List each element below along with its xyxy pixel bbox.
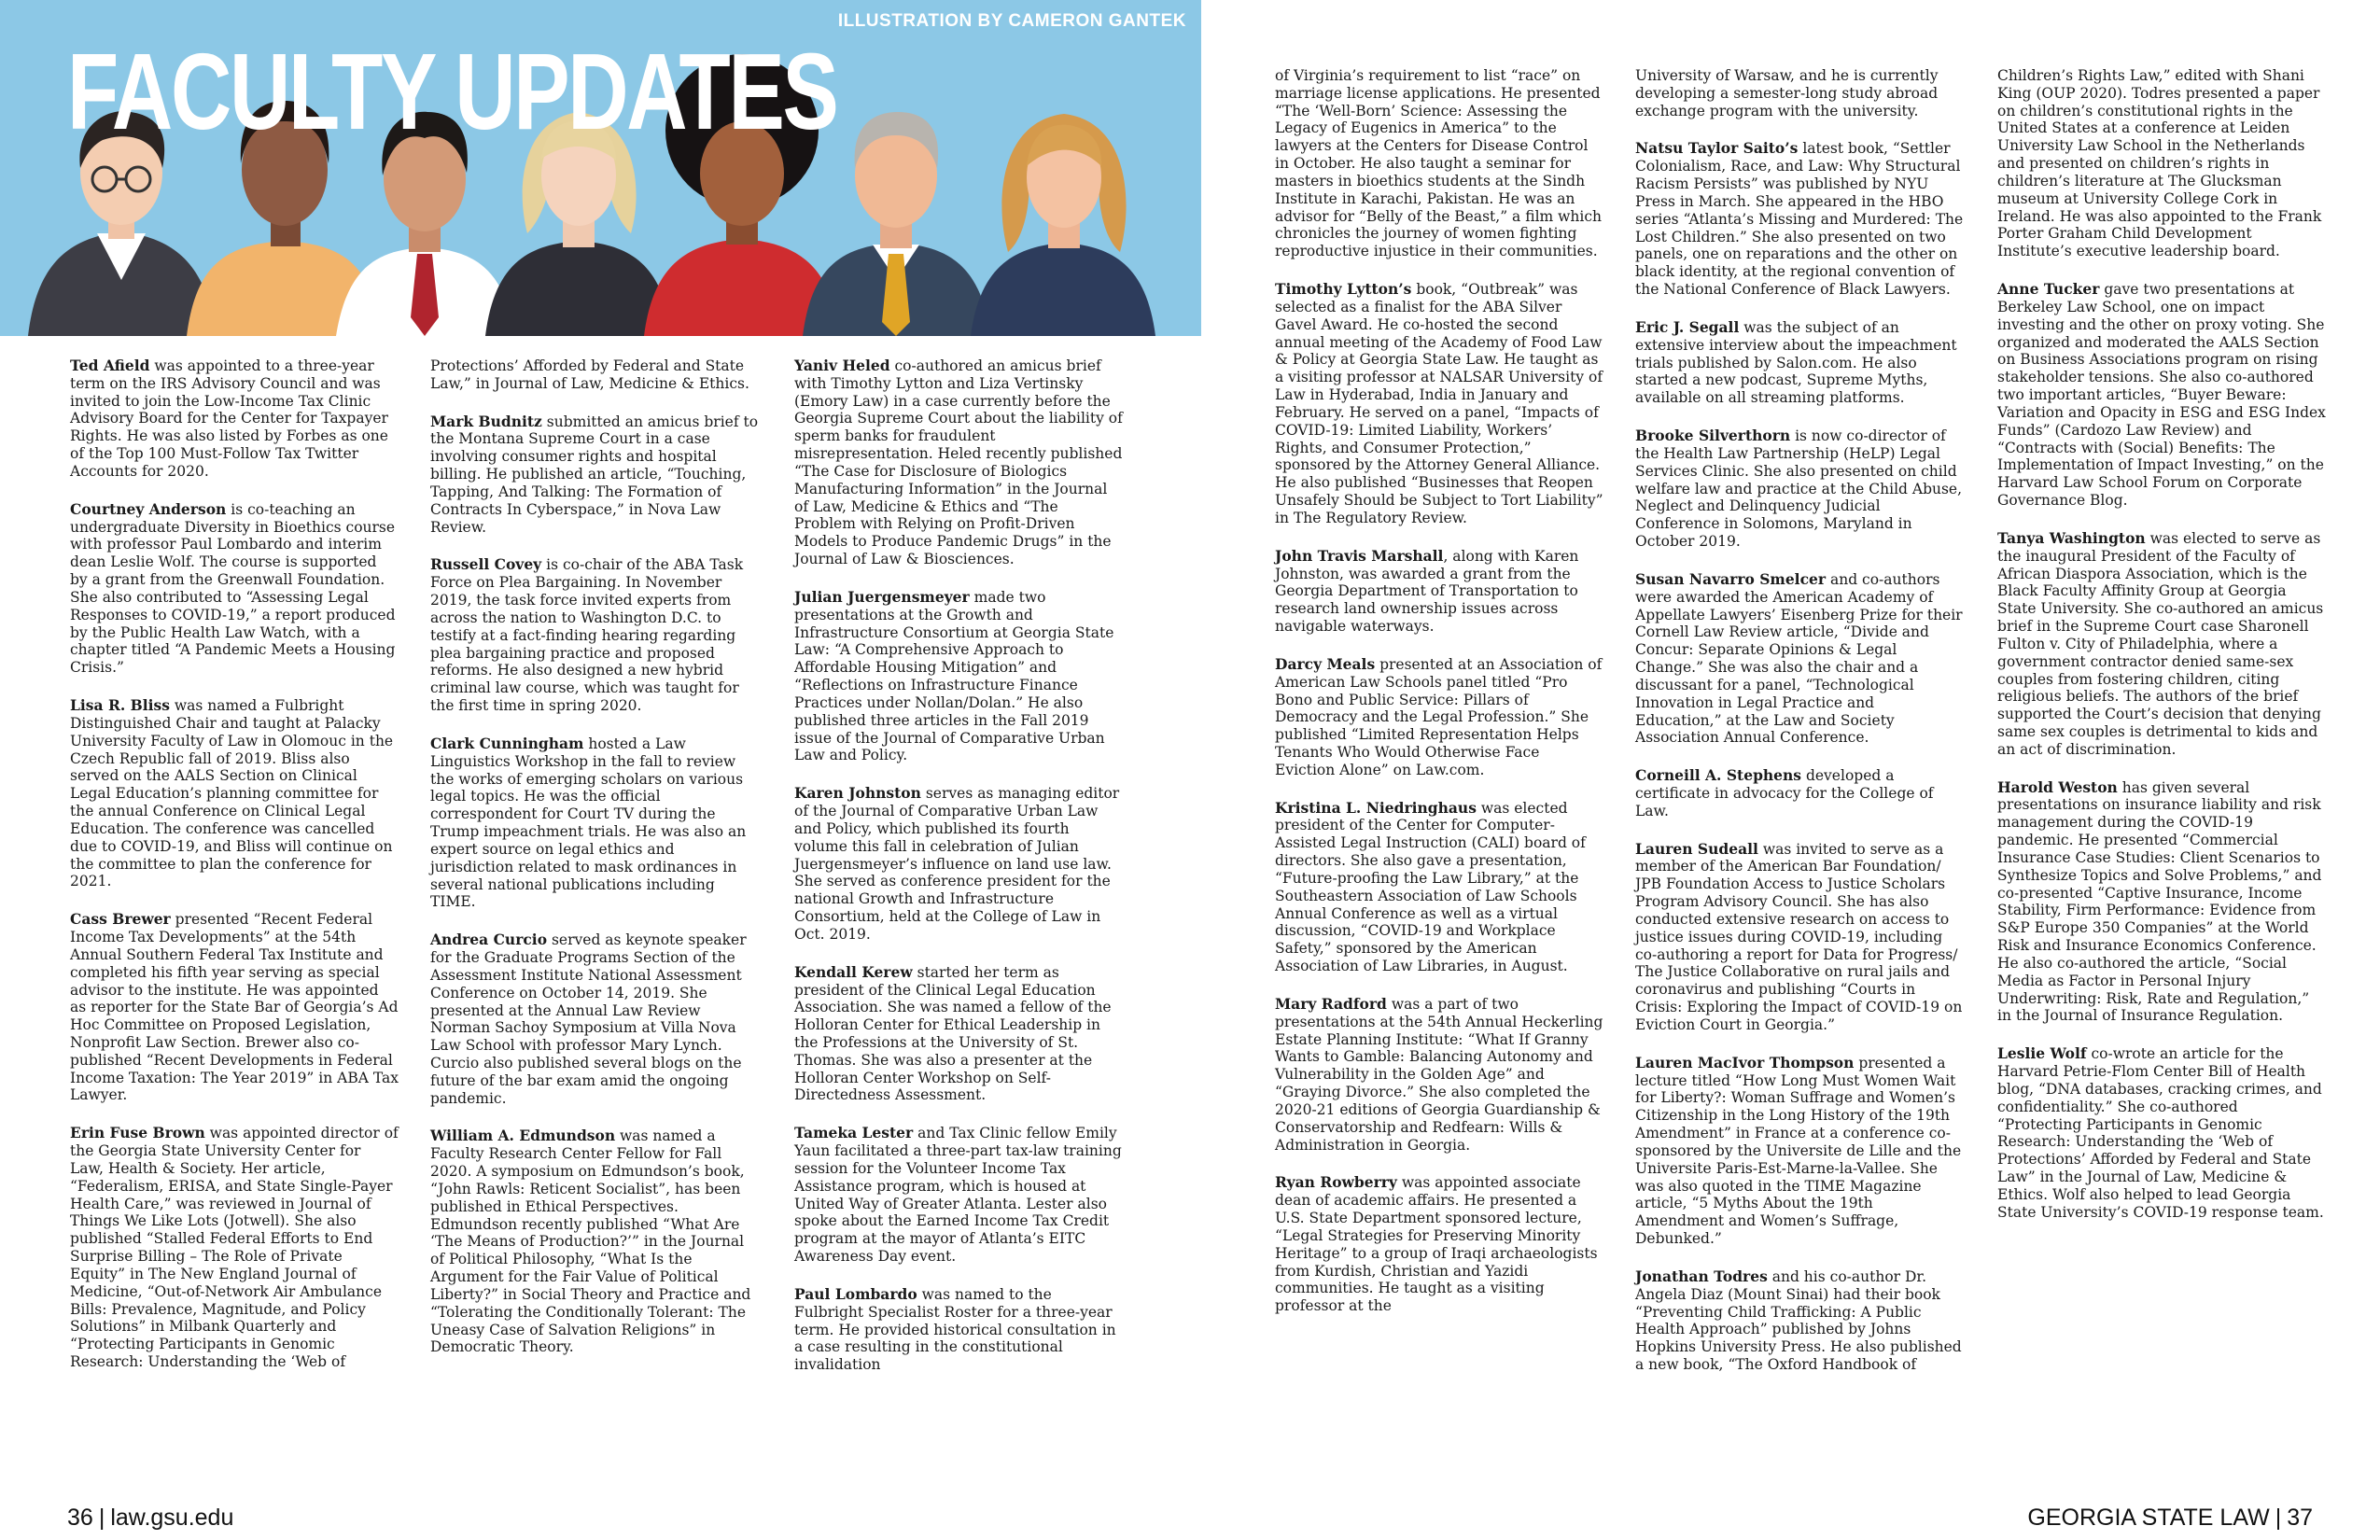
faculty-update-text: hosted a Law Linguistics Workshop in the fall to review the works of emerging scholars on various legal topics. He was the official correspondent for Court TV during the Trump impeachment trials. He was also an expert source on legal ethics and jurisdiction related to mask ordinances in several national publications including TIME. bbox=[430, 735, 747, 911]
faculty-entry bbox=[430, 357, 759, 393]
faculty-name: Ryan Rowberry bbox=[1275, 1173, 1397, 1192]
faculty-name: Anne Tucker bbox=[1997, 280, 2100, 299]
faculty-update-text: was named a Faculty Research Center Fellow for Fall 2020. A symposium on Edmundson’s book, “John Rawls: Reticent Socialist”, has been published in Ethical Perspectives. Edmundson recently published “What Are ‘The Means of Production?’” in the Journal of Political Philosophy, “What Is the Argument for the Fair Value of Political Liberty?” in Social Theory and Practice and “Tolerating the Conditionally Tolerant: The Uneasy Case of Salvation Religions” in Democratic Theory. bbox=[430, 1127, 751, 1356]
faculty-update-text: started her term as president of the Clinical Legal Education Association. She was named a fellow of the Holloran Center for Ethical Leadership in the Professions at the University of St. Thomas. She was also a presenter at the Holloran Center Workshop on Self-Directedness Assessment. bbox=[794, 963, 1112, 1104]
faculty-update-text: is now co-director of the Health Law Partnership (HeLP) Legal Services Clinic. She also presented on child welfare law and practice at the Child Abuse, Neglect and Delinquency Judicial Conference in Solomons, Maryland in October 2019. bbox=[1635, 427, 1963, 551]
faculty-entry bbox=[430, 1127, 759, 1356]
faculty-entry bbox=[794, 1286, 1123, 1374]
faculty-update-text: was a part of two presentations at the 54th Annual Heckerling Estate Planning Institute: “What If Granny Wants to Gamble: Balancing Autonomy and Vulnerability in the Golden Age” and “Graying Divorce.” She also completed the 2020-21 editions of Georgia Guardianship & Conservatorship and Redfearn: Wills & Administration in Georgia. bbox=[1275, 995, 1603, 1154]
faculty-update-text: served as keynote speaker for the Graduate Programs Section of the Assessment Institute National Assessment Conference on October 14, 2019. She presented at the Annual Law Review Norman Sachoy Symposium at Villa Nova Law School with professor Mary Lynch. Curcio also published several blogs on the future of the bar exam amid the ongoing pandemic. bbox=[430, 931, 747, 1107]
faculty-update-text: book, “Outbreak” was selected as a finalist for the ABA Silver Gavel Award. He co-hosted the second annual meeting of the Academy of Food Law & Policy at Georgia State Law. He taught as a visiting professor at NALSAR University of Law in Hyderabad, India in January and February. He served on a panel, “Impacts of COVID-19: Limited Liability, Workers’ Rights, and Consumer Protection,” sponsored by the Attorney General Alliance. He also published “Businesses that Reopen Unsafely Should be Subject to Tort Liability” in The Regulatory Review. bbox=[1275, 281, 1603, 526]
faculty-name: Eric J. Segall bbox=[1635, 317, 1740, 336]
faculty-entry bbox=[1275, 996, 1603, 1154]
faculty-update-text: of Virginia’s requirement to list “race” on marriage license applications. He presented “The ‘Well-Born’ Science: Assessing the Legacy of Eugenics in America” to the lawyers at the Centers for Disease Control in October. He also taught a seminar for masters in bioethics students at the Sindh Institute in Karachi, Pakistan. He was an advisor for “Belly of the Beast,” a film which chronicles the journey of women fighting reproductive injustice in their communities. bbox=[1275, 67, 1603, 260]
faculty-entry bbox=[1635, 1268, 1964, 1374]
faculty-name: Susan Navarro Smelcer bbox=[1635, 569, 1827, 588]
faculty-update-text: has given several presentations on insurance liability and risk management during the COVID-19 pandemic. He presented “Commercial Insurance Case Studies: Client Scenarios to Synthesize Topics and Solve Problems,” and co-presented “Captive Insurance, Income Stability, Firm Performance: Evidence from S&P Europe 350 Companies” at the World Risk and Insurance Economics Conference. He also co-authored the article, “Social Media as Factor in Personal Injury Underwriting: Risk, Rate and Regulation,” in the Journal of Insurance Regulation. bbox=[1997, 778, 2322, 1025]
text-column-5 bbox=[1635, 67, 1964, 1394]
faculty-entry bbox=[794, 964, 1123, 1105]
faculty-name: Yaniv Heled bbox=[794, 357, 890, 374]
faculty-update-text: and Tax Clinic fellow Emily Yaun facilitated a three-part tax-law training session for the Volunteer Income Tax Assistance program, which is housed at United Way of Greater Atlanta. Lester also spoke about the Earned Income Tax Credit program at the mayor of Atlanta’s EITC Awareness Day event. bbox=[794, 1125, 1122, 1266]
text-column-2 bbox=[430, 357, 759, 1377]
faculty-name: William A. Edmundson bbox=[430, 1127, 616, 1145]
faculty-name: Jonathan Todres bbox=[1635, 1267, 1768, 1285]
faculty-entry bbox=[430, 735, 759, 911]
publication-name: GEORGIA STATE LAW bbox=[2027, 1505, 2270, 1531]
faculty-name: Leslie Wolf bbox=[1997, 1044, 2087, 1063]
faculty-name: Clark Cunningham bbox=[430, 734, 584, 752]
faculty-entry bbox=[1997, 1045, 2326, 1221]
faculty-update-text: co-wrote an article for the Harvard Petrie-Flom Center Bill of Health blog, “DNA databases, cracking crimes, and confidentiality.” She co-authored “Protecting Participants in Genomic Research: Understanding the ‘Web of Protections’ Afforded by Federal and State Law” in the Journal of Law, Medicine & Ethics. Wolf also helped to lead Georgia State University’s COVID-19 response team. bbox=[1997, 1045, 2324, 1221]
text-column-4 bbox=[1275, 67, 1603, 1336]
faculty-entry bbox=[1635, 140, 1964, 298]
faculty-entry bbox=[70, 697, 399, 890]
faculty-name: Lauren MacIvor Thompson bbox=[1635, 1053, 1855, 1071]
faculty-update-text: was elected president of the Center for Computer-Assisted Legal Instruction (CALI) board of directors. She also gave a presentation, “Future-proofing the Law Library,” at the Southeastern Association of Law Schools Annual Conference as well as a virtual discussion, “COVID-19 and Workplace Safety,” sponsored by the American Association of Law Libraries, in August. bbox=[1275, 799, 1586, 975]
faculty-update-text: presented at an Association of American Law Schools panel titled “Pro Bono and Public Service: Pillars of Democracy and the Legal Profession.” She published “Limited Representation Helps Tenants Who Would Otherwise Face Eviction Alone” on Law.com. bbox=[1275, 655, 1603, 778]
text-column-1 bbox=[70, 357, 399, 1392]
faculty-update-text: Children’s Rights Law,” edited with Shani King (OUP 2020). Todres presented a paper on children’s constitutional rights in the United States at a conference at Leiden University Law School in the Netherlands and presented on children’s rights in children’s literature at The Glucksman museum at University College Cork in Ireland. He was also appointed to the Frank Porter Graham Child Development Institute’s executive leadership board. bbox=[1997, 67, 2322, 260]
faculty-update-text: was the subject of an extensive interview about the impeachment trials published by Salon.com. He also started a new podcast, Supreme Myths, available on all streaming platforms. bbox=[1635, 318, 1957, 407]
faculty-update-text: was appointed director of the Georgia State University Center for Law, Health & Society. Her article, “Federalism, ERISA, and State Single-Payer Health Care,” was reviewed in Journal of Things We Like Lots (Jotwell). She also published “Stalled Federal Efforts to End Surprise Billing – The Role of Private Equity” in The New England Journal of Medicine, “Out-of-Network Air Ambulance Bills: Prevalence, Magnitude, and Policy Solutions” in Milbank Quarterly and “Protecting Participants in Genomic Research: Understanding the ‘Web of bbox=[70, 1125, 399, 1371]
footer-divider: | bbox=[2275, 1505, 2282, 1531]
faculty-name: Russell Covey bbox=[430, 555, 542, 574]
faculty-entry bbox=[70, 911, 399, 1104]
faculty-name: John Travis Marshall bbox=[1275, 546, 1444, 565]
faculty-entry bbox=[430, 556, 759, 714]
text-column-3 bbox=[794, 357, 1123, 1394]
faculty-entry bbox=[430, 931, 759, 1107]
faculty-update-text: University of Warsaw, and he is currently developing a semester-long study abroad exchange program with the university. bbox=[1635, 67, 1939, 119]
faculty-update-text: was elected to serve as the inaugural President of the Faculty of African Diaspora Association, which is the Black Faculty Affinity Group at Georgia State University. She co-authored an amicus brief in the Supreme Court case Sharonell Fulton v. City of Philadelphia, where a government contractor denied same-sex couples from fostering children, citing religious beliefs. The authors of the brief supported the Court’s decision that denying same sex couples is detrimental to kids and an act of discrimination. bbox=[1997, 529, 2324, 758]
faculty-entry bbox=[794, 357, 1123, 568]
faculty-update-text: was invited to serve as a member of the American Bar Foundation/ JPB Foundation Access to Justice Scholars Program Advisory Council. She has also conducted extensive research on access to justice issues during COVID-19, including co-authoring a report for Data for Progress/ The Justice Collaborative on rural jails and coronavirus and publishing “Courts in Crisis: Exploring the Impact of COVID-19 on Eviction Court in Georgia.” bbox=[1635, 840, 1963, 1033]
faculty-name: Mark Budnitz bbox=[430, 412, 542, 430]
faculty-name: Erin Fuse Brown bbox=[70, 1124, 205, 1142]
faculty-entry bbox=[1997, 779, 2326, 1026]
faculty-name: Harold Weston bbox=[1997, 777, 2118, 796]
faculty-entry bbox=[1635, 841, 1964, 1034]
faculty-entry bbox=[1275, 800, 1603, 975]
faculty-update-text: was named a Fulbright Distinguished Chair and taught at Palacky University Faculty of Law in Olomouc in the Czech Republic fall of 2019. Bliss also served on the AALS Section on Clinical Legal Education’s planning committee for the annual Conference on Clinical Legal Education. The conference was cancelled due to COVID-19, and Bliss will continue on the committee to plan the conference for 2021. bbox=[70, 697, 394, 890]
faculty-name: Lauren Sudeall bbox=[1635, 839, 1758, 858]
text-column-6 bbox=[1997, 67, 2326, 1242]
faculty-entry bbox=[1635, 319, 1964, 407]
faculty-entry bbox=[70, 501, 399, 677]
faculty-name: Corneill A. Stephens bbox=[1635, 766, 1802, 785]
header-banner bbox=[0, 0, 1201, 336]
faculty-update-text: developed a certificate in advocacy for the College of Law. bbox=[1635, 767, 1934, 819]
portrait-person-7 bbox=[971, 114, 1155, 336]
faculty-name: Kendall Kerew bbox=[794, 962, 913, 981]
faculty-name: Timothy Lytton’s bbox=[1275, 280, 1412, 299]
page-title: FACULTY UPDATES bbox=[67, 31, 837, 152]
faculty-entry bbox=[1275, 656, 1603, 779]
faculty-name: Natsu Taylor Saito’s bbox=[1635, 139, 1799, 158]
faculty-update-text: is co-teaching an undergraduate Diversity in Bioethics course with professor Paul Lombardo and interim dean Leslie Wolf. The course is supported by a grant from the Greenwall Foundation. She also contributed to “Assessing Legal Responses to COVID-19,” a report produced by the Public Health Law Watch, with a chapter titled “A Pandemic Meets a Housing Crisis.” bbox=[70, 500, 396, 677]
faculty-entry bbox=[1275, 67, 1603, 260]
faculty-update-text: serves as managing editor of the Journal of Comparative Urban Law and Policy, which published its fourth volume this fall in celebration of Julian Juergensmeyer’s influence on land use law. She served as conference president for the national Growth and Infrastructure Consortium, held at the College of Law in Oct. 2019. bbox=[794, 785, 1120, 943]
faculty-entry bbox=[1275, 281, 1603, 527]
illustration-credit: ILLUSTRATION BY CAMERON GANTEK bbox=[837, 11, 1186, 31]
faculty-entry bbox=[1997, 530, 2326, 759]
faculty-name: Tameka Lester bbox=[794, 1124, 914, 1142]
faculty-name: Cass Brewer bbox=[70, 910, 171, 929]
faculty-name: Paul Lombardo bbox=[794, 1284, 917, 1303]
faculty-name: Julian Juergensmeyer bbox=[794, 587, 970, 606]
faculty-update-text: presented a lecture titled “How Long Must Women Wait for Liberty?: Woman Suffrage and Women’s Citizenship in the Long History of the 19th Amendment” in France at a conference co-sponsored by the Universite de Lille and the Universite Paris-Est-Marne-la-Vallee. She was also quoted in the TIME Magazine article, “5 Myths About the 19th Amendment and Women’s Suffrage, Debunked.” bbox=[1635, 1054, 1962, 1248]
faculty-update-text: made two presentations at the Growth and Infrastructure Consortium at Georgia State Law: “A Comprehensive Approach to Affordable Housing Mitigation” and “Reflections on Infrastructure Finance Practices under Nollan/Dolan.” He also published three articles in the Fall 2019 issue of the Journal of Comparative Urban Law and Policy. bbox=[794, 588, 1114, 764]
faculty-name: Courtney Anderson bbox=[70, 499, 227, 518]
faculty-entry bbox=[1997, 67, 2326, 260]
faculty-name: Darcy Meals bbox=[1275, 654, 1376, 673]
page-number-left: 36 bbox=[67, 1505, 93, 1531]
faculty-entry bbox=[1635, 67, 1964, 119]
faculty-name: Ted Afield bbox=[70, 357, 150, 374]
faculty-name: Brooke Silverthorn bbox=[1635, 427, 1791, 445]
faculty-name: Mary Radford bbox=[1275, 994, 1387, 1013]
faculty-update-text: gave two presentations at Berkeley Law School, one on impact investing and the other on proxy voting. She organized and moderated the AALS Section on Business Associations program on rising stakeholder tensions. She also co-authored two important articles, “Buyer Beware: Variation and Opacity in ESG and ESG Index Funds” (Cardozo Law Review) and “Contracts with (Social) Benefits: The Implementation of Impact Investing,” on the Harvard Law School Forum on Corporate Governance Blog. bbox=[1997, 281, 2326, 510]
faculty-update-text: is co-chair of the ABA Task Force on Plea Bargaining. In November 2019, the task force invited experts from across the nation to Washington D.C. to testify at a fact-finding hearing regarding plea bargaining practice and proposed reforms. He also designed a new hybrid criminal law course, which was taught for the first time in spring 2020. bbox=[430, 556, 744, 715]
faculty-update-text: Protections’ Afforded by Federal and State Law,” in Journal of Law, Medicine & Ethics. bbox=[430, 357, 749, 392]
faculty-name: Kristina L. Niedringhaus bbox=[1275, 798, 1477, 817]
faculty-name: Andrea Curcio bbox=[430, 931, 548, 949]
page-number-right: 37 bbox=[2287, 1505, 2313, 1531]
faculty-update-text: was appointed to a three-year term on the IRS Advisory Council and was invited to join the Low-Income Tax Clinic Advisory Board for the Center for Taxpayer Rights. He was also listed by Forbes as one of the Top 100 Must-Follow Tax Twitter Accounts for 2020. bbox=[70, 357, 388, 480]
faculty-entry bbox=[70, 1125, 399, 1371]
faculty-entry bbox=[1635, 571, 1964, 747]
footer-right bbox=[2027, 1505, 2313, 1532]
faculty-update-text: submitted an amicus brief to the Montana Supreme Court in a case involving consumer rights and hospital billing. He published an article, “Touching, Tapping, And Talking: The Formation of Contracts In Cyberspace,” in Nova Law Review. bbox=[430, 413, 759, 536]
faculty-entry bbox=[1635, 427, 1964, 551]
faculty-entry bbox=[1635, 767, 1964, 819]
faculty-update-text: , along with Karen Johnston, was awarded a grant from the Georgia Department of Transportation to research land ownership issues across navigable waterways. bbox=[1275, 547, 1579, 636]
faculty-update-text: was named to the Fulbright Specialist Roster for a three-year term. He provided historical consultation in a case resulting in the constitutional invalidation bbox=[794, 1285, 1116, 1374]
footer-left bbox=[67, 1505, 233, 1532]
faculty-entry bbox=[1275, 548, 1603, 636]
faculty-entry bbox=[794, 1125, 1123, 1266]
faculty-entry bbox=[70, 357, 399, 481]
faculty-entry bbox=[430, 413, 759, 537]
faculty-update-text: and co-authors were awarded the American Academy of Appellate Lawyers’ Eisenberg Prize for their Cornell Law Review article, “Divide and Concur: Separate Opinions & Legal Change.” She was also the chair and a discussant for a panel, “Technological Innovation in Legal Practice and Education,” at the Law and Society Association Annual Conference. bbox=[1635, 570, 1963, 747]
faculty-entry bbox=[794, 589, 1123, 764]
faculty-update-text: latest book, “Settler Colonialism, Race, and Law: Why Structural Racism Persists” was published by NYU Press in March. She appeared in the HBO series “Atlanta’s Missing and Murdered: The Lost Children.” She also presented on two panels, one on reparations and the other on black identity, at the regional convention of the National Conference of Black Lawyers. bbox=[1635, 140, 1964, 299]
faculty-update-text: and his co-author Dr. Angela Diaz (Mount Sinai) had their book “Preventing Child Trafficking: A Public Health Approach” published by Johns Hopkins University Press. He also published a new book, “The Oxford Handbook of bbox=[1635, 1267, 1962, 1373]
faculty-entry bbox=[1997, 281, 2326, 510]
site-url: law.gsu.edu bbox=[110, 1505, 234, 1531]
faculty-update-text: was appointed associate dean of academic affairs. He presented a U.S. State Department sponsored lecture, “Legal Strategies for Preserving Minority Heritage” to a group of Iraqi archaeologists from Kurdish, Christian and Yazidi communities. He taught as a visiting professor at the bbox=[1275, 1174, 1598, 1315]
faculty-update-text: co-authored an amicus brief with Timothy Lytton and Liza Vertinsky (Emory Law) in a case currently before the Georgia Supreme Court about the liability of sperm banks for fraudulent misrepresentation. Heled recently published “The Case for Disclosure of Biologics Manufacturing Information” in the Journal of Law, Medicine & Ethics and “The Problem with Relying on Profit-Driven Models to Produce Pandemic Drugs” in the Journal of Law & Biosciences. bbox=[794, 357, 1123, 568]
faculty-entry bbox=[794, 785, 1123, 943]
faculty-update-text: presented “Recent Federal Income Tax Developments” at the 54th Annual Southern Federal Tax Institute and completed his fifth year serving as special advisor to the institute. He was appointed as reporter for the State Bar of Georgia’s Ad Hoc Committee on Proposed Legislation, Nonprofit Law Section. Brewer also co-published “Recent Developments in Federal Income Taxation: The Year 2019” in ABA Tax Lawyer. bbox=[70, 911, 399, 1104]
footer-divider: | bbox=[98, 1505, 105, 1531]
faculty-name: Tanya Washington bbox=[1997, 528, 2146, 547]
faculty-entry bbox=[1275, 1174, 1603, 1315]
faculty-entry bbox=[1635, 1055, 1964, 1248]
faculty-name: Karen Johnston bbox=[794, 784, 921, 803]
faculty-name: Lisa R. Bliss bbox=[70, 696, 170, 715]
